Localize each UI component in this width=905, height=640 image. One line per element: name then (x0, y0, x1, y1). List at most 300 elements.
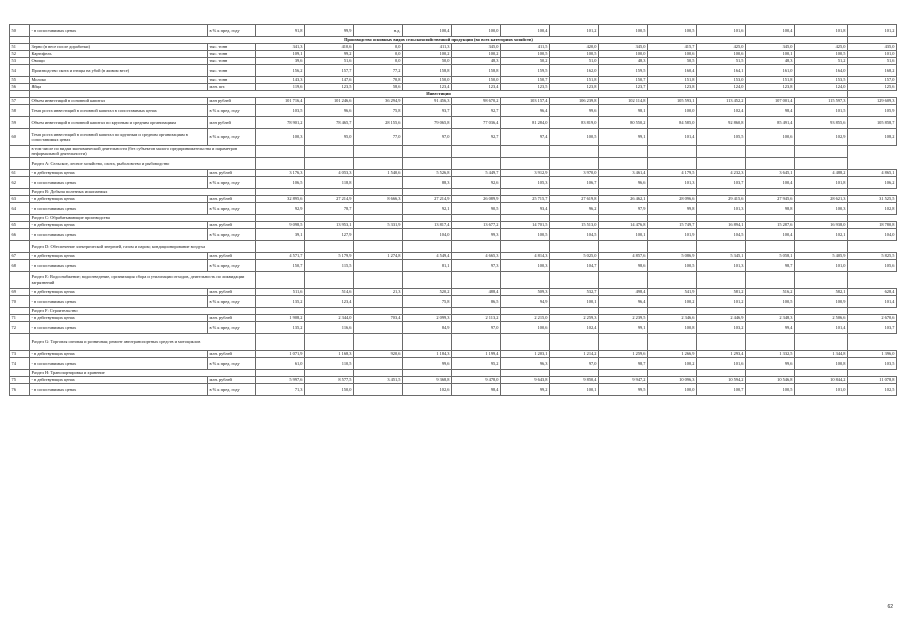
value-cell: 50,0 (403, 58, 452, 65)
value-cell: 115 597,3 (795, 98, 848, 105)
empty-cell (354, 271, 403, 288)
empty-cell (354, 188, 403, 195)
value-cell: 39,6 (256, 58, 305, 65)
value-cell: 84,9 (403, 321, 452, 333)
indicator-name: - в сопоставимых ценах (30, 321, 208, 333)
value-cell: 92,6 (452, 176, 501, 188)
value-cell: 98,6 (599, 259, 648, 271)
row-number-empty (10, 307, 30, 314)
value-cell: 102,6 (403, 383, 452, 395)
value-cell: 153,0 (697, 77, 746, 84)
table-row (10, 58, 897, 65)
value-cell: 5 526,8 (403, 169, 452, 176)
value-cell: 100,4 (403, 25, 452, 37)
value-cell: 99,9 (305, 25, 354, 37)
value-cell: 100,2 (648, 295, 697, 307)
value-cell: 582,1 (795, 288, 848, 295)
value-cell: 115,5 (305, 259, 354, 271)
value-cell: 81 284,0 (501, 117, 550, 129)
value-cell: 92,7 (452, 105, 501, 117)
indicator-name: Овощи (30, 58, 208, 65)
table-row (10, 228, 897, 240)
value-cell: 158,8 (403, 65, 452, 77)
table-row (10, 202, 897, 214)
empty-cell (746, 369, 795, 376)
value-cell: 99,1 (599, 321, 648, 333)
value-cell: 100,0 (599, 51, 648, 58)
row-number: 63 (10, 195, 30, 202)
value-cell: 10 096,3 (648, 376, 697, 383)
value-cell: 153,5 (795, 77, 848, 84)
value-cell: 27 945,6 (746, 195, 795, 202)
unit-cell: в % к пред. году (208, 383, 256, 395)
unit-cell: в % к пред. году (208, 25, 256, 37)
unit-cell: млн. шт. (208, 84, 256, 91)
unit-cell: в % к пред. году (208, 129, 256, 146)
value-cell: 101,3 (697, 259, 746, 271)
indicator-name: - в действующих ценах (30, 169, 208, 176)
value-cell: 101,9 (648, 228, 697, 240)
empty-cell (795, 369, 848, 376)
value-cell: 92,1 (403, 202, 452, 214)
value-cell: 13 953,1 (305, 221, 354, 228)
value-cell: 99,1 (599, 129, 648, 146)
value-cell: 104,5 (550, 228, 599, 240)
value-cell (354, 228, 403, 240)
value-cell: 511,6 (256, 288, 305, 295)
value-cell: 3 451,5 (354, 376, 403, 383)
value-cell: 94,9 (501, 295, 550, 307)
empty-cell (354, 214, 403, 221)
value-cell: 1 908,2 (256, 314, 305, 321)
value-cell: 118,8 (305, 176, 354, 188)
value-cell: 156,2 (256, 65, 305, 77)
indicator-name: - в действующих ценах (30, 288, 208, 295)
value-cell: 48,3 (599, 58, 648, 65)
value-cell: 39,1 (256, 228, 305, 240)
value-cell: 345,0 (452, 44, 501, 51)
section-row (10, 146, 897, 158)
value-cell: 96,2 (550, 202, 599, 214)
value-cell: 9 947,2 (599, 376, 648, 383)
value-cell: 97,0 (452, 321, 501, 333)
row-number: 65 (10, 221, 30, 228)
empty-cell (501, 188, 550, 195)
value-cell: 123,8 (550, 84, 599, 91)
table-row (10, 169, 897, 176)
value-cell: 3 970,0 (550, 169, 599, 176)
value-cell: 10 594,2 (697, 376, 746, 383)
table-row (10, 252, 897, 259)
value-cell: 108,2 (848, 129, 897, 146)
section-row (10, 333, 897, 350)
value-cell: 102,5 (848, 383, 897, 395)
value-cell: 99,6 (403, 357, 452, 369)
value-cell: 2 099,3 (403, 314, 452, 321)
section-title: в том числе по видам экономической деятельности (без субъектов малого предпринимательства и параметров неформальной деятельности) (30, 146, 256, 158)
value-cell: 2 348,3 (746, 314, 795, 321)
value-cell: 10 546,8 (746, 376, 795, 383)
value-cell: 4 488,2 (795, 169, 848, 176)
value-cell: 168,2 (848, 65, 897, 77)
value-cell: 2 113,2 (452, 314, 501, 321)
value-cell: 920,6 (354, 350, 403, 357)
section-row (10, 157, 897, 169)
value-cell: 100,6 (648, 51, 697, 58)
indicator-name: Объем инвестиций в основной капитал (30, 98, 208, 105)
value-cell: 105 593,1 (648, 98, 697, 105)
value-cell: 150,0 (452, 77, 501, 84)
table-row (10, 117, 897, 129)
value-cell: 106,7 (550, 176, 599, 188)
empty-cell (599, 146, 648, 158)
value-cell: 100,5 (648, 259, 697, 271)
value-cell: 100,2 (648, 357, 697, 369)
empty-cell (697, 271, 746, 288)
row-number-empty (10, 333, 30, 350)
value-cell: 4 865,1 (848, 169, 897, 176)
value-cell: 100,0 (648, 383, 697, 395)
row-number: 61 (10, 169, 30, 176)
empty-cell (452, 240, 501, 252)
empty-cell (697, 188, 746, 195)
value-cell: 100,3 (256, 129, 305, 146)
value-cell: 103,2 (697, 321, 746, 333)
value-cell: 116,6 (305, 321, 354, 333)
unit-cell: млн. рублей (208, 252, 256, 259)
empty-cell (599, 307, 648, 314)
empty-cell (354, 157, 403, 169)
value-cell: 5 058,1 (746, 252, 795, 259)
indicator-name: - в сопоставимых ценах (30, 228, 208, 240)
value-cell: 102,4 (550, 321, 599, 333)
value-cell: 2 346,6 (648, 314, 697, 321)
row-number: 75 (10, 376, 30, 383)
value-cell: 101,2 (697, 295, 746, 307)
value-cell: 75,8 (403, 295, 452, 307)
value-cell: 147,6 (305, 77, 354, 84)
value-cell: 100,6 (697, 51, 746, 58)
value-cell: 51,5 (697, 58, 746, 65)
value-cell: 158,8 (452, 65, 501, 77)
value-cell: 29 415,6 (697, 195, 746, 202)
row-number: 71 (10, 314, 30, 321)
unit-cell: млн. рублей (208, 221, 256, 228)
value-cell (354, 176, 403, 188)
value-cell: 415,7 (648, 44, 697, 51)
value-cell: 85 491,4 (746, 117, 795, 129)
empty-cell (305, 333, 354, 350)
empty-cell (697, 157, 746, 169)
value-cell: 96,4 (501, 105, 550, 117)
value-cell: 101,8 (795, 25, 848, 37)
value-cell: 99,4 (746, 321, 795, 333)
value-cell: 70,8 (354, 77, 403, 84)
value-cell: 58,6 (354, 84, 403, 91)
unit-cell: млн. рублей (208, 376, 256, 383)
section-title: Раздел В: Добыча полезных ископаемых (30, 188, 256, 195)
value-cell: 101,5 (795, 105, 848, 117)
value-cell: 1 274,8 (354, 252, 403, 259)
table-row (10, 84, 897, 91)
value-cell: 105,3 (501, 176, 550, 188)
value-cell: 91,8 (256, 25, 305, 37)
indicator-name: Темп роста инвестиций в основной капитал по крупным и средним организациям в сопоставимых ценах (30, 129, 208, 146)
value-cell: 5 025,0 (550, 252, 599, 259)
empty-cell (256, 157, 305, 169)
value-cell: 1 214,2 (550, 350, 599, 357)
value-cell: 100,5 (501, 228, 550, 240)
value-cell: 425,0 (697, 44, 746, 51)
value-cell: 4 571,7 (256, 252, 305, 259)
section-title: Раздел Н: Транспортировка и хранение (30, 369, 256, 376)
empty-cell (550, 271, 599, 288)
value-cell: 498,4 (599, 288, 648, 295)
section-row (10, 369, 897, 376)
empty-cell (648, 188, 697, 195)
value-cell: 97,3 (452, 259, 501, 271)
empty-cell (795, 146, 848, 158)
value-cell: 99,6 (550, 105, 599, 117)
unit-cell: в % к пред. году (208, 202, 256, 214)
value-cell: 15 749,7 (648, 221, 697, 228)
row-number: 59 (10, 117, 30, 129)
value-cell: 98,4 (746, 105, 795, 117)
value-cell: 104,5 (697, 228, 746, 240)
value-cell: 164,0 (795, 65, 848, 77)
empty-cell (550, 146, 599, 158)
value-cell: 100,5 (746, 383, 795, 395)
value-cell: 51,0 (550, 58, 599, 65)
empty-cell (256, 146, 305, 158)
table-row (10, 77, 897, 84)
page-number: 62 (887, 604, 893, 610)
empty-cell (403, 157, 452, 169)
value-cell: 102,4 (697, 105, 746, 117)
value-cell: 109,1 (256, 51, 305, 58)
value-cell: 124,0 (697, 84, 746, 91)
unit-cell: млн. рублей (208, 195, 256, 202)
empty-cell (697, 146, 746, 158)
value-cell: 520,2 (403, 288, 452, 295)
value-cell: 11 078,8 (848, 376, 897, 383)
empty-cell (648, 333, 697, 350)
row-number-empty (10, 37, 30, 44)
table-row (10, 314, 897, 321)
value-cell: 100,1 (746, 51, 795, 58)
value-cell: 93 855,6 (795, 117, 848, 129)
empty-cell (256, 271, 305, 288)
indicator-name: - в сопоставимых ценах (30, 202, 208, 214)
unit-cell: в % к пред. году (208, 228, 256, 240)
empty-cell (256, 214, 305, 221)
empty-cell (256, 333, 305, 350)
unit-cell: млн рублей (208, 117, 256, 129)
row-number: 76 (10, 383, 30, 395)
table-row (10, 176, 897, 188)
value-cell: 4 814,3 (501, 252, 550, 259)
unit-cell: в % к пред. году (208, 176, 256, 188)
empty-cell (599, 157, 648, 169)
indicator-name: - в действующих ценах (30, 221, 208, 228)
value-cell: 420,0 (550, 44, 599, 51)
value-cell: 101,0 (795, 259, 848, 271)
unit-cell: в % к пред. году (208, 105, 256, 117)
value-cell: 90,5 (452, 202, 501, 214)
value-cell: 4 232,3 (697, 169, 746, 176)
empty-cell (746, 214, 795, 221)
value-cell: 92 860,8 (697, 117, 746, 129)
value-cell: 13 817,4 (403, 221, 452, 228)
empty-cell (403, 214, 452, 221)
empty-cell (305, 188, 354, 195)
row-number: 53 (10, 58, 30, 65)
value-cell: 1 203,1 (501, 350, 550, 357)
value-cell: 2 506,6 (795, 314, 848, 321)
section-row (10, 271, 897, 288)
indicator-name: Темп роста инвестиций в основной капитал в сопоставимых ценах (30, 105, 208, 117)
value-cell: 3 912,9 (501, 169, 550, 176)
row-number-empty (10, 157, 30, 169)
empty-cell (746, 271, 795, 288)
empty-cell (354, 333, 403, 350)
value-cell: 101,6 (697, 25, 746, 37)
value-cell: 123,7 (599, 84, 648, 91)
unit-cell: млн. рублей (208, 314, 256, 321)
value-cell (354, 202, 403, 214)
empty-cell (550, 214, 599, 221)
value-cell: 100,4 (746, 176, 795, 188)
value-cell: 92,7 (452, 129, 501, 146)
value-cell: 124,0 (795, 84, 848, 91)
value-cell: 123,8 (746, 84, 795, 91)
value-cell: 78,7 (305, 202, 354, 214)
value-cell: 13 677,2 (452, 221, 501, 228)
value-cell: 2 259,3 (550, 314, 599, 321)
value-cell: 150,7 (501, 77, 550, 84)
unit-cell: млн рублей (208, 98, 256, 105)
value-cell: 123,8 (648, 84, 697, 91)
row-number: 67 (10, 252, 30, 259)
empty-cell (403, 307, 452, 314)
empty-cell (501, 214, 550, 221)
indicator-name: - в сопоставимых ценах (30, 259, 208, 271)
empty-cell (795, 333, 848, 350)
row-number: 72 (10, 321, 30, 333)
value-cell: 107 001,4 (746, 98, 795, 105)
empty-cell (599, 333, 648, 350)
empty-cell (746, 333, 795, 350)
value-cell: 18 780,8 (848, 221, 897, 228)
value-cell: 100,4 (746, 228, 795, 240)
empty-cell (305, 240, 354, 252)
value-cell: 26 462,1 (599, 195, 648, 202)
value-cell: 96,3 (501, 357, 550, 369)
value-cell: 27 619,8 (550, 195, 599, 202)
value-cell: 4 665,3 (452, 252, 501, 259)
value-cell: 105 858,7 (848, 117, 897, 129)
value-cell: 99,8 (648, 202, 697, 214)
empty-cell (795, 307, 848, 314)
value-cell: 101,6 (697, 357, 746, 369)
table-row (10, 65, 897, 77)
value-cell: 102,1 (795, 228, 848, 240)
empty-cell (795, 271, 848, 288)
value-cell: 101,2 (848, 25, 897, 37)
value-cell: 93,4 (501, 202, 550, 214)
value-cell: 5 997,6 (256, 376, 305, 383)
value-cell: 97,9 (599, 202, 648, 214)
table-row (10, 357, 897, 369)
value-cell: 86,5 (452, 295, 501, 307)
row-number: 56 (10, 84, 30, 91)
value-cell: 100,9 (795, 295, 848, 307)
value-cell: 119,6 (256, 84, 305, 91)
value-cell: 10 844,2 (795, 376, 848, 383)
value-cell: 143,3 (256, 77, 305, 84)
table-row (10, 195, 897, 202)
value-cell: 100,8 (648, 321, 697, 333)
value-cell: 1 184,3 (403, 350, 452, 357)
value-cell: 2 239,5 (599, 314, 648, 321)
empty-cell (746, 188, 795, 195)
value-cell: 151,8 (550, 77, 599, 84)
empty-cell (305, 157, 354, 169)
empty-cell (648, 214, 697, 221)
value-cell: 98,1 (599, 105, 648, 117)
value-cell: 48,3 (452, 58, 501, 65)
empty-cell (648, 240, 697, 252)
empty-cell (256, 369, 305, 376)
value-cell: 26 089,9 (452, 195, 501, 202)
indicator-name: - в сопоставимых ценах (30, 357, 208, 369)
value-cell: 9 850,4 (550, 376, 599, 383)
value-cell: 27 214,9 (403, 195, 452, 202)
row-number: 52 (10, 51, 30, 58)
value-cell: 105,5 (697, 129, 746, 146)
group-header: Производство основных видов сельскохозяйственной продукции (во всех категориях хозяйств) (30, 37, 848, 44)
value-cell: 123,4 (403, 84, 452, 91)
empty-cell (354, 240, 403, 252)
value-cell: 81,1 (403, 259, 452, 271)
value-cell: 28 621,3 (795, 195, 848, 202)
value-cell: 0,0 (354, 51, 403, 58)
empty-cell (403, 369, 452, 376)
value-cell: 345,0 (599, 44, 648, 51)
value-cell: 101,3 (648, 176, 697, 188)
unit-cell: в % к пред. году (208, 295, 256, 307)
empty-cell (501, 369, 550, 376)
indicator-name: - в действующих ценах (30, 314, 208, 321)
value-cell: 1 332,5 (746, 350, 795, 357)
empty-cell (550, 333, 599, 350)
value-cell: 104,7 (550, 259, 599, 271)
row-number: 68 (10, 259, 30, 271)
value-cell: 99,2 (305, 51, 354, 58)
empty-cell (550, 188, 599, 195)
value-cell: 123,4 (452, 84, 501, 91)
empty-cell (305, 214, 354, 221)
value-cell: 51,6 (848, 58, 897, 65)
empty-cell (256, 307, 305, 314)
value-cell: 104,0 (848, 228, 897, 240)
row-number-empty (10, 188, 30, 195)
value-cell: 4 053,3 (305, 169, 354, 176)
indicator-name: - в сопоставимых ценах (30, 383, 208, 395)
value-cell: 25 715,7 (501, 195, 550, 202)
indicator-name: - в сопоставимых ценах (30, 176, 208, 188)
value-cell: 98,7 (599, 357, 648, 369)
